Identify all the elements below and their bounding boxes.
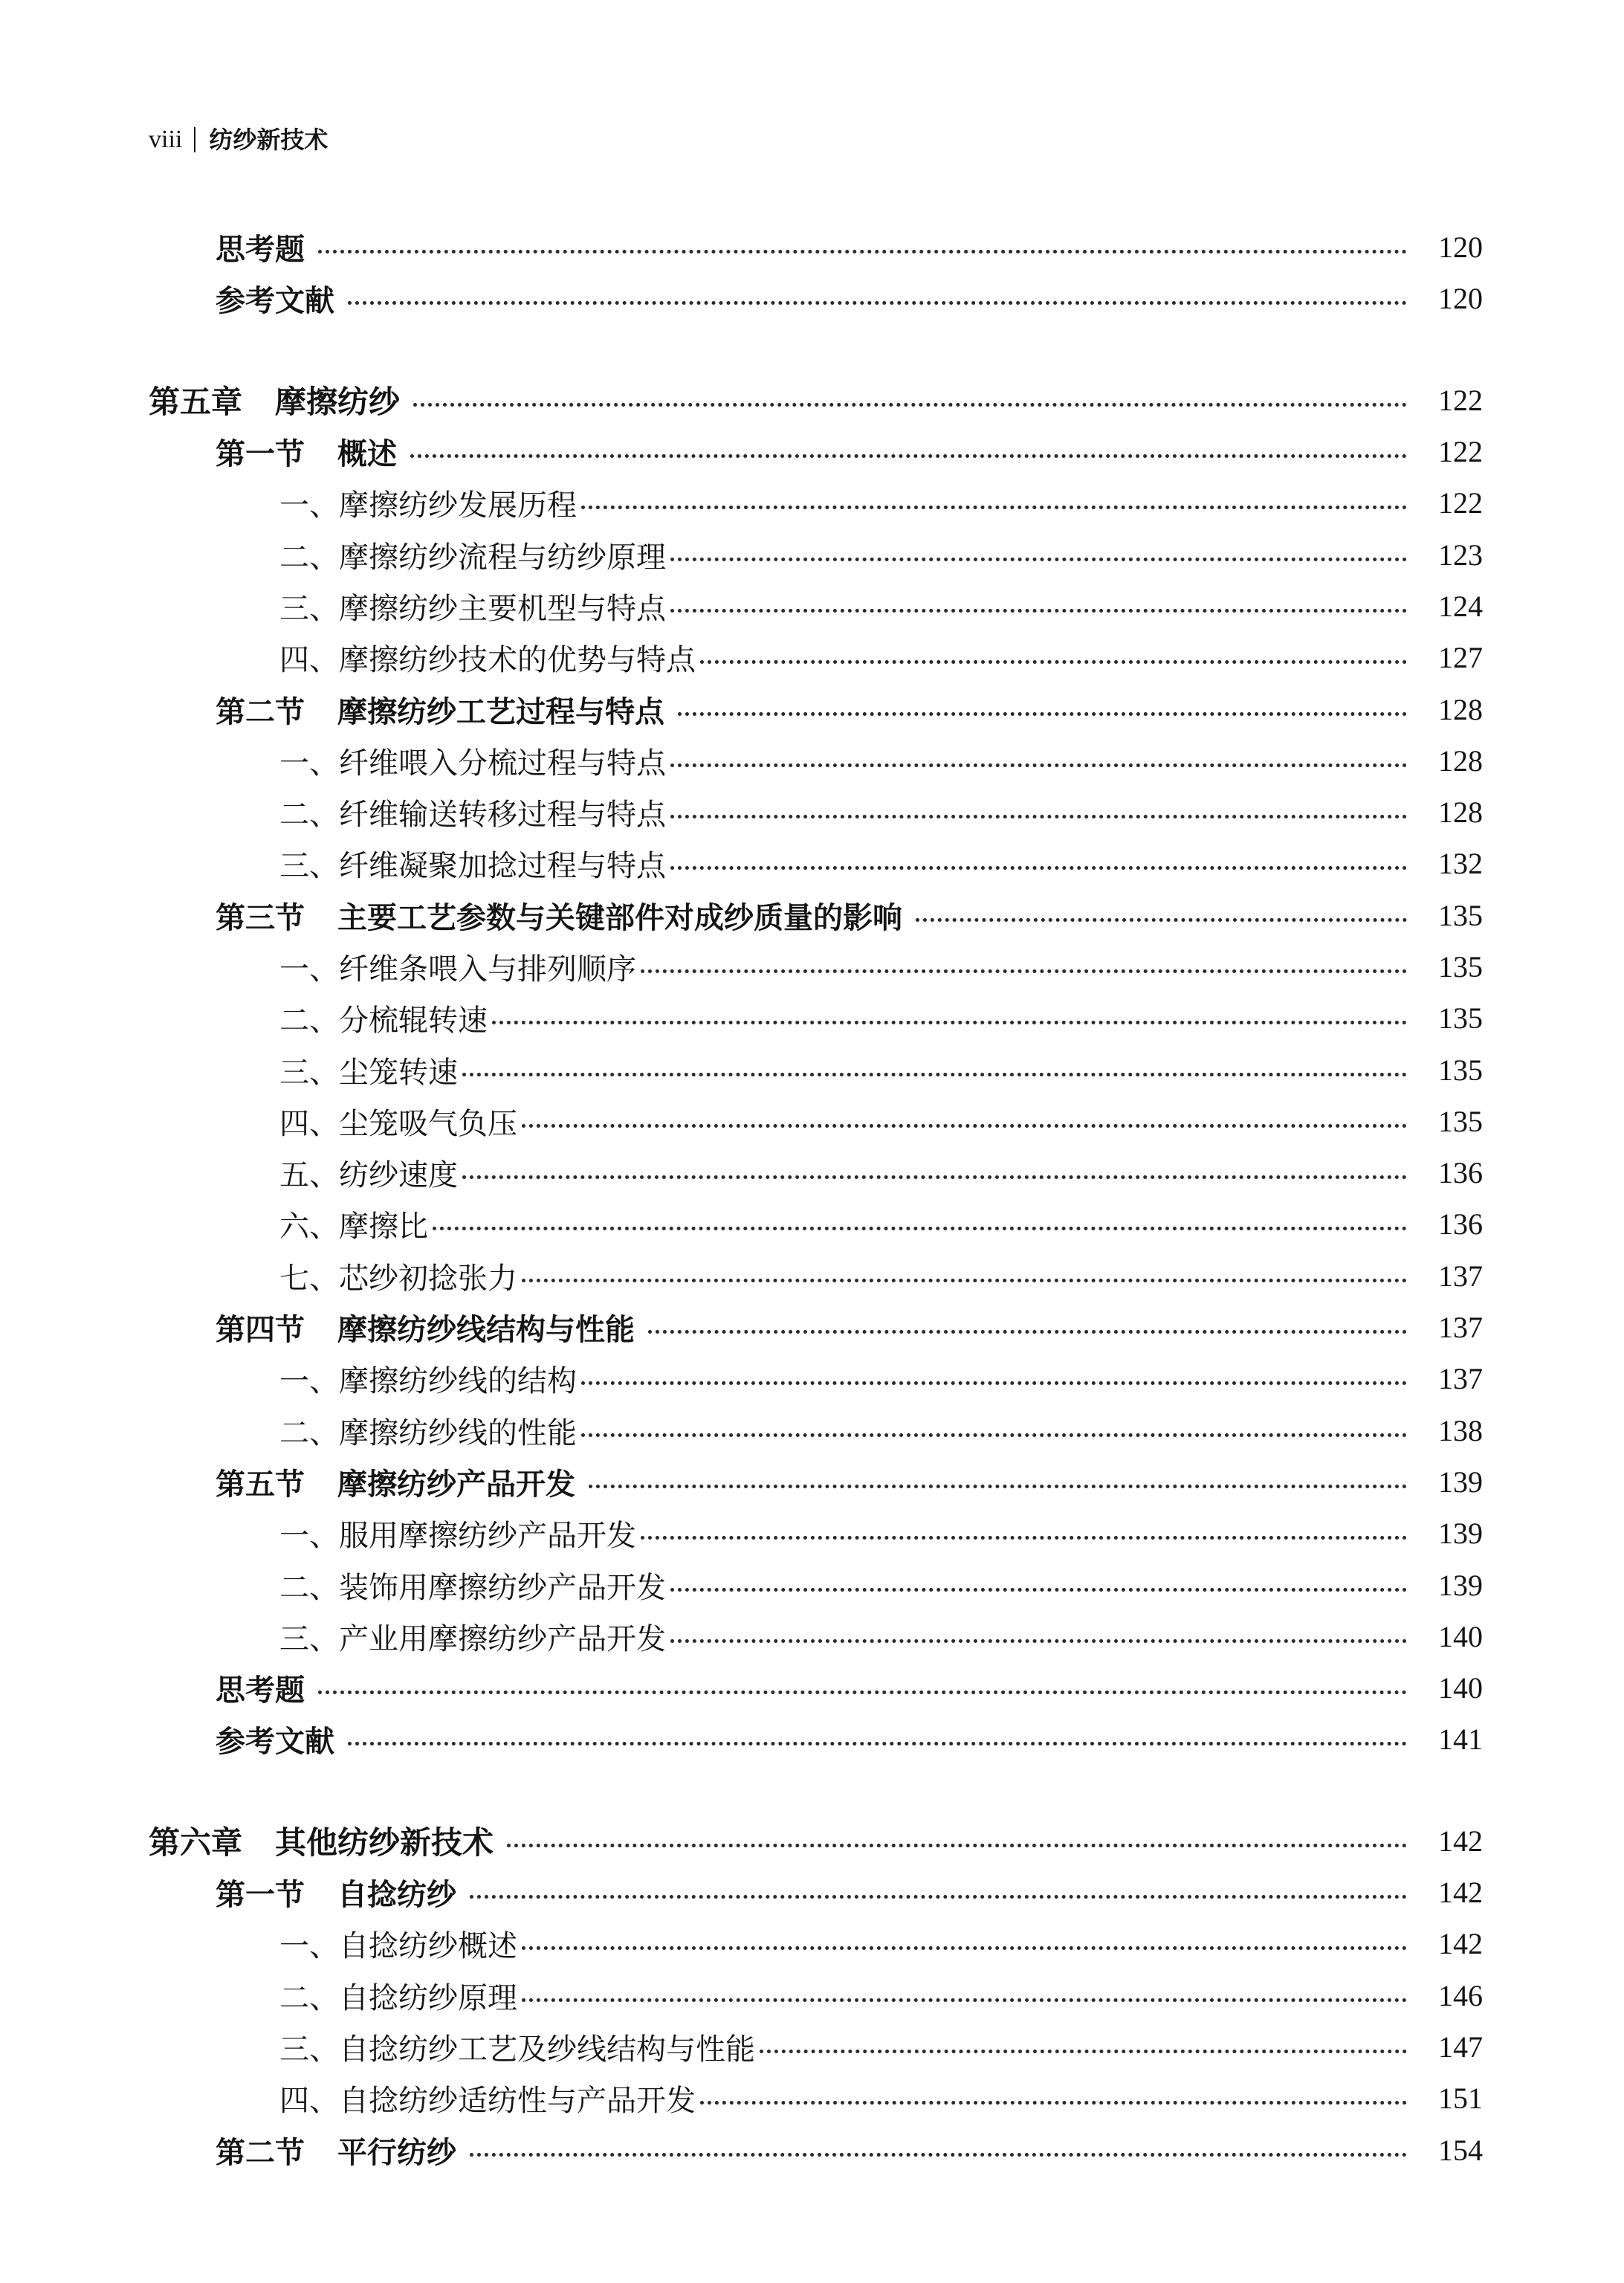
toc-item-entry[interactable] — [0, 838, 1624, 889]
toc-entry-heading: 摩擦纺纱工艺过程与特点 — [337, 694, 664, 729]
toc-entry-title: 一、纤维喂入分梳过程与特点 — [279, 746, 666, 781]
dot-leader — [581, 1381, 1407, 1385]
toc-item-entry[interactable] — [0, 1918, 1624, 1969]
dot-leader — [648, 1330, 1407, 1334]
toc-entry-title: 二、自捻纺纱原理 — [279, 1980, 517, 2015]
dot-leader — [470, 1895, 1407, 1899]
toc-entry-number: 第五节 — [216, 1467, 305, 1502]
dot-leader — [670, 1639, 1407, 1643]
toc-page-number: 128 — [1438, 795, 1483, 830]
toc-section-entry[interactable] — [0, 1302, 1624, 1353]
toc-page-number: 120 — [1438, 282, 1483, 316]
toc-entry-title: 六、摩擦比 — [279, 1210, 428, 1244]
toc-item-entry[interactable] — [0, 529, 1624, 580]
toc-entry-heading: 平行纺纱 — [337, 2135, 456, 2170]
running-header — [149, 125, 328, 155]
toc-page-number: 140 — [1438, 1619, 1483, 1653]
toc-entry-number: 第二节 — [216, 694, 305, 729]
dot-leader — [670, 815, 1407, 818]
toc-page-number: 128 — [1438, 692, 1483, 726]
toc-page-number: 147 — [1438, 2029, 1483, 2064]
dot-leader — [589, 1485, 1407, 1488]
dot-leader — [581, 506, 1407, 509]
toc-entry-title: 二、装饰用摩擦纺纱产品开发 — [279, 1570, 666, 1605]
toc-page-number: 135 — [1438, 898, 1483, 932]
toc-page-number: 142 — [1438, 1927, 1483, 1961]
toc-item-entry[interactable] — [0, 1508, 1624, 1559]
toc-item-entry[interactable] — [0, 787, 1624, 838]
toc-item-entry[interactable] — [0, 1147, 1624, 1198]
dot-leader — [670, 558, 1407, 561]
dot-leader — [670, 609, 1407, 613]
toc-entry-heading: 概述 — [337, 437, 397, 472]
toc-page-number: 138 — [1438, 1413, 1483, 1447]
dot-leader — [507, 1844, 1407, 1847]
toc-entry-title: 四、摩擦纺纱技术的优势与特点 — [279, 643, 696, 678]
dot-leader — [760, 2050, 1407, 2053]
dot-leader — [670, 763, 1407, 767]
toc-section-entry[interactable] — [0, 2124, 1624, 2175]
toc-entry-title: 四、尘笼吸气负压 — [279, 1106, 517, 1141]
toc-page-number: 122 — [1438, 383, 1483, 417]
toc-entry-title: 二、摩擦纺纱流程与纺纱原理 — [279, 540, 666, 575]
toc-page-number: 139 — [1438, 1465, 1483, 1499]
toc-entry-title: 参考文献 — [216, 1725, 334, 1760]
toc-entry-heading: 摩擦纺纱 — [275, 384, 401, 421]
toc-entry-title — [216, 1871, 456, 1914]
toc-item-entry[interactable] — [0, 1250, 1624, 1302]
toc-entry-title: 参考文献 — [216, 284, 334, 319]
toc-entry-title — [216, 688, 664, 731]
toc-section-entry[interactable] — [0, 1456, 1624, 1508]
toc-entry-title — [216, 894, 902, 937]
toc-item-entry[interactable] — [0, 477, 1624, 529]
toc-entry-title: 三、纤维凝聚加捻过程与特点 — [279, 849, 666, 884]
header-page-number: viii — [149, 126, 183, 153]
toc-page-number: 151 — [1438, 2082, 1483, 2116]
toc-item-entry[interactable] — [0, 1611, 1624, 1662]
dot-leader — [916, 918, 1407, 922]
toc-page-number: 135 — [1438, 950, 1483, 984]
toc-entry-title: 七、芯纱初捻张力 — [279, 1261, 517, 1296]
toc-item-entry[interactable] — [0, 941, 1624, 992]
toc-entry-heading: 自捻纺纱 — [337, 1878, 456, 1913]
dot-leader — [522, 1124, 1407, 1128]
toc-entry-heading: 主要工艺参数与关键部件对成纱质量的影响 — [337, 900, 902, 935]
toc-item-entry[interactable] — [0, 581, 1624, 632]
toc-entry-number: 第三节 — [216, 900, 305, 935]
toc-chapter-entry[interactable] — [0, 1815, 1624, 1867]
toc-entry-title: 一、服用摩擦纺纱产品开发 — [279, 1519, 636, 1554]
dot-leader — [318, 1691, 1407, 1694]
toc-item-entry[interactable] — [0, 2073, 1624, 2124]
toc-item-entry[interactable] — [0, 992, 1624, 1044]
toc-page-number: 140 — [1438, 1671, 1483, 1705]
toc-entry-title — [149, 1818, 494, 1863]
toc-entry-number: 第五章 — [149, 384, 243, 421]
toc-section-entry[interactable] — [0, 1867, 1624, 1918]
toc-entry-title: 二、分梳辊转速 — [279, 1004, 488, 1039]
toc-section-entry[interactable] — [0, 426, 1624, 477]
dot-leader — [318, 250, 1407, 254]
toc-entry-title — [216, 2129, 456, 2171]
dot-leader — [522, 1946, 1407, 1950]
toc-page-number: 139 — [1438, 1517, 1483, 1551]
toc-entry-title: 三、自捻纺纱工艺及纱线结构与性能 — [279, 2032, 755, 2067]
dot-leader — [492, 1021, 1407, 1024]
dot-leader — [462, 1175, 1407, 1179]
toc-page-number: 120 — [1438, 230, 1483, 265]
toc-page-number: 136 — [1438, 1156, 1483, 1190]
toc-chapter-entry[interactable] — [0, 375, 1624, 426]
toc-section-entry[interactable] — [0, 1714, 1624, 1765]
toc-page-number: 136 — [1438, 1207, 1483, 1241]
toc-entry-title: 四、自捻纺纱适纺性与产品开发 — [279, 2084, 696, 2119]
dot-leader — [462, 1073, 1407, 1076]
header-divider — [194, 127, 195, 152]
toc-section-entry[interactable] — [0, 890, 1624, 941]
dot-leader — [470, 2153, 1407, 2157]
toc-entry-number: 第二节 — [216, 2135, 305, 2170]
toc-page-number: 154 — [1438, 2133, 1483, 2167]
toc-page-number: 146 — [1438, 1978, 1483, 2012]
toc-page-number: 123 — [1438, 537, 1483, 572]
toc-entry-title — [216, 1461, 575, 1503]
toc-page-number: 127 — [1438, 641, 1483, 675]
toc-item-entry[interactable] — [0, 1559, 1624, 1610]
toc-entry-title: 一、摩擦纺纱发展历程 — [279, 488, 577, 523]
toc-item-entry[interactable] — [0, 735, 1624, 787]
toc-section-entry[interactable] — [0, 222, 1624, 273]
toc-entry-title: 三、摩擦纺纱主要机型与特点 — [279, 591, 666, 626]
toc-page-number: 122 — [1438, 435, 1483, 469]
toc-entry-title: 一、纤维条喂入与排列顺序 — [279, 952, 636, 986]
toc-entry-title: 二、摩擦纺纱线的性能 — [279, 1415, 577, 1450]
toc-entry-heading: 摩擦纺纱线结构与性能 — [337, 1313, 635, 1348]
dot-leader — [678, 712, 1407, 716]
dot-leader — [348, 1742, 1407, 1746]
toc-item-entry[interactable] — [0, 1044, 1624, 1095]
dot-leader — [433, 1227, 1407, 1230]
dot-leader — [413, 403, 1407, 407]
toc-section-entry[interactable] — [0, 273, 1624, 324]
toc-page-number: 141 — [1438, 1722, 1483, 1757]
toc-entry-number: 第六章 — [149, 1824, 243, 1861]
dot-leader — [522, 1279, 1407, 1282]
toc-entry-title — [216, 1306, 635, 1349]
toc-item-entry[interactable] — [0, 1198, 1624, 1250]
dot-leader — [641, 969, 1407, 973]
toc-entry-title: 一、摩擦纺纱线的结构 — [279, 1364, 577, 1399]
dot-leader — [522, 1998, 1407, 2002]
toc-page-number: 137 — [1438, 1259, 1483, 1293]
toc-page-number: 137 — [1438, 1362, 1483, 1396]
toc-item-entry[interactable] — [0, 1353, 1624, 1404]
toc-page-number: 135 — [1438, 1053, 1483, 1087]
toc-page-number: 132 — [1438, 847, 1483, 881]
toc-entry-title: 三、尘笼转速 — [279, 1055, 458, 1090]
toc-entry-title: 思考题 — [216, 233, 305, 268]
toc-page-number: 142 — [1438, 1824, 1483, 1858]
dot-leader — [641, 1536, 1407, 1540]
toc-entry-number: 第一节 — [216, 1878, 305, 1913]
toc-item-entry[interactable] — [0, 632, 1624, 683]
toc-entry-title — [216, 430, 397, 473]
toc-entry-title: 五、纺纱速度 — [279, 1158, 458, 1193]
toc-entry-heading: 其他纺纱新技术 — [275, 1824, 494, 1861]
dot-leader — [581, 1433, 1407, 1437]
dot-leader — [700, 660, 1407, 664]
toc-section-entry[interactable] — [0, 683, 1624, 734]
toc-page-number: 135 — [1438, 1001, 1483, 1036]
toc-entry-title: 思考题 — [216, 1673, 305, 1708]
toc-entry-title: 三、产业用摩擦纺纱产品开发 — [279, 1621, 666, 1656]
toc-entry-number: 第一节 — [216, 437, 305, 472]
dot-leader — [670, 866, 1407, 870]
toc-entry-number: 第四节 — [216, 1313, 305, 1348]
toc-page-number: 139 — [1438, 1568, 1483, 1602]
header-book-title: 纺纱新技术 — [209, 126, 329, 154]
toc-entry-title — [149, 378, 400, 422]
dot-leader — [410, 454, 1407, 458]
toc-page-number: 135 — [1438, 1104, 1483, 1138]
toc-item-entry[interactable] — [0, 1405, 1624, 1456]
toc-item-entry[interactable] — [0, 1970, 1624, 2021]
toc-item-entry[interactable] — [0, 2021, 1624, 2073]
dot-leader — [670, 1588, 1407, 1592]
toc-page-number: 128 — [1438, 743, 1483, 778]
toc-page-number: 137 — [1438, 1311, 1483, 1345]
toc-page-number: 122 — [1438, 486, 1483, 520]
dot-leader — [700, 2101, 1407, 2105]
toc-entry-title: 一、自捻纺纱概述 — [279, 1929, 517, 1964]
toc-entry-title: 二、纤维输送转移过程与特点 — [279, 798, 666, 833]
toc-section-entry[interactable] — [0, 1662, 1624, 1714]
table-of-contents — [0, 222, 1624, 2176]
dot-leader — [348, 301, 1407, 305]
toc-page-number: 142 — [1438, 1876, 1483, 1910]
toc-page-number: 124 — [1438, 589, 1483, 623]
toc-entry-heading: 摩擦纺纱产品开发 — [337, 1467, 575, 1502]
toc-item-entry[interactable] — [0, 1096, 1624, 1147]
